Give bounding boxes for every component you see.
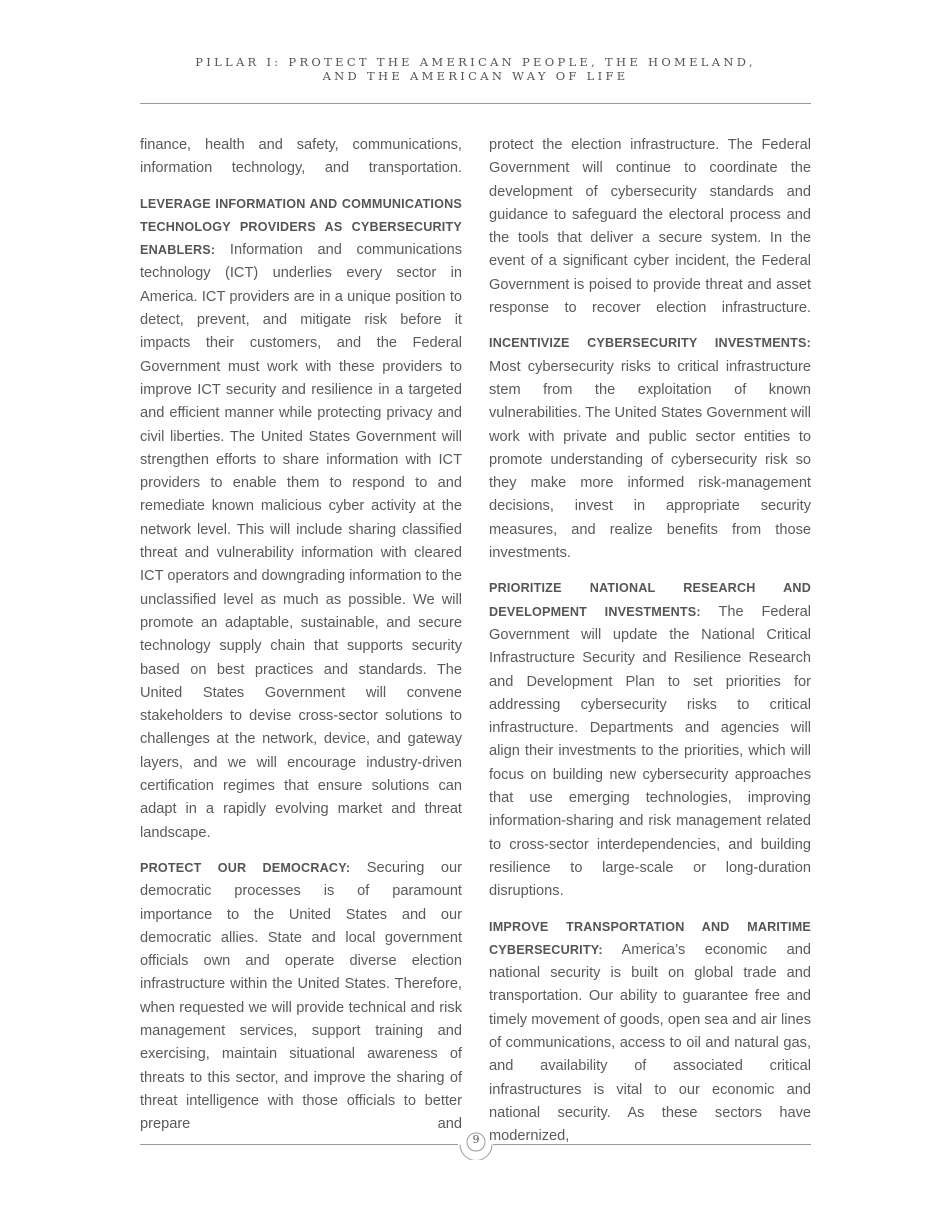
page-number-badge bbox=[459, 1130, 493, 1160]
paragraph-election-infrastructure bbox=[489, 134, 811, 320]
paragraph-text: Information and communications technology (ICT) underlies every sector in America. ICT providers are in a unique position to detect, prevent, and mitigate risk before it impacts their customers, and the Federal Government must work with these providers to improve ICT security and resilience in a targeted and efficient manner while protecting privacy and civil liberties. The United States Government will strengthen efforts to share information with ICT providers to enable them to respond to and remediate known malicious cyber activity at the network level. This will include sharing classified threat and vulnerability information with cleared ICT operators and downgrading information to the unclassified level as much as possible. We will promote an adaptable, sustainable, and secure technology supply chain that supports security based on best practices and standards. The United States Government will convene stakeholders to devise cross-sector solutions to challenges at the network, device, and gateway layers, and we will encourage industry-driven certification regimes that ensure solutions can adapt in a rapidly evolving market and threat landscape. bbox=[140, 242, 462, 841]
paragraph-text: The Federal Government will update the National Critical Infrastructure Security and Resilience Research and Development Plan to set priorities for addressing cybersecurity risks to critical infrastructure. Departments and agencies will align their investments to the priorities, which will focus on building new cybersecurity approaches that use emerging technologies, improving information-sharing and risk management related to cross-sector interdependencies, and building resilience to large-scale or long-duration disruptions. bbox=[489, 603, 812, 900]
paragraph-incentivize-investments bbox=[489, 332, 811, 565]
paragraph-continuation bbox=[140, 134, 462, 181]
paragraph-research-development bbox=[489, 577, 811, 903]
left-column bbox=[140, 134, 462, 1148]
paragraph-transportation-maritime bbox=[489, 916, 811, 1149]
paragraph-text: protect the election infrastructure. The Federal Government will continue to coordinate the development of cybersecurity standards and guidance to safeguard the electoral process and the tools that deliver a secure system. In the event of a significant cyber incident, the Federal Government is poised to provide threat and asset response to recover election infrastructure. bbox=[489, 137, 811, 317]
footer-divider-right bbox=[493, 1144, 811, 1145]
paragraph-ict-providers bbox=[140, 193, 462, 845]
running-header-line-1: PILLAR I: PROTECT THE AMERICAN PEOPLE, THE HOMELAND, bbox=[195, 55, 756, 69]
paragraph-text: Most cybersecurity risks to critical infrastructure stem from the exploitation of known vulnerabilities. The United States Government will work with private and public sector entities to promote understanding of cybersecurity risk so they make more informed risk-management decisions, invest in appropriate security measures, and realize benefits from those investments. bbox=[489, 358, 811, 562]
paragraph-lead-heading: LEVERAGE INFORMATION AND COMMUNICATIONS TECHNOLOGY PROVIDERS AS CYBERSECURITY ENABLERS: bbox=[140, 196, 462, 258]
paragraph-text: finance, health and safety, communications, information technology, and transportation. bbox=[140, 137, 462, 177]
paragraph-lead-heading: PRIORITIZE NATIONAL RESEARCH AND DEVELOPMENT INVESTMENTS: bbox=[489, 581, 811, 619]
page-footer bbox=[140, 1130, 811, 1160]
footer-divider-left bbox=[140, 1144, 458, 1145]
paragraph-text: Securing our democratic processes is of paramount importance to the United States and our democratic allies. State and local government officials own and operate diverse election infrastructure within the United States. Therefore, when requested we will provide technical and risk management services, support training and exercising, maintain situational awareness of threats to this sector, and improve the sharing of threat intelligence with those officials to better prepare and bbox=[140, 859, 462, 1133]
header-divider bbox=[140, 103, 811, 104]
right-column bbox=[489, 134, 811, 1160]
paragraph-lead-heading: IMPROVE TRANSPORTATION AND MARITIME CYBERSECURITY: bbox=[489, 919, 811, 957]
page-number: 9 bbox=[472, 1133, 480, 1146]
running-header bbox=[140, 55, 811, 83]
paragraph-protect-democracy bbox=[140, 857, 462, 1137]
paragraph-lead-heading: PROTECT OUR DEMOCRACY: bbox=[140, 860, 351, 875]
paragraph-lead-heading: INCENTIVIZE CYBERSECURITY INVESTMENTS: bbox=[489, 336, 811, 351]
paragraph-text: America’s economic and national security is built on global trade and transportation. Our ability to guarantee free and timely movement of goods, open sea and air lines of communications, access to oil and natural gas, and availability of associated critical infrastructures is vital to our economic and national security. As these sectors have modernized, bbox=[489, 941, 811, 1145]
running-header-line-2: AND THE AMERICAN WAY OF LIFE bbox=[322, 69, 629, 83]
